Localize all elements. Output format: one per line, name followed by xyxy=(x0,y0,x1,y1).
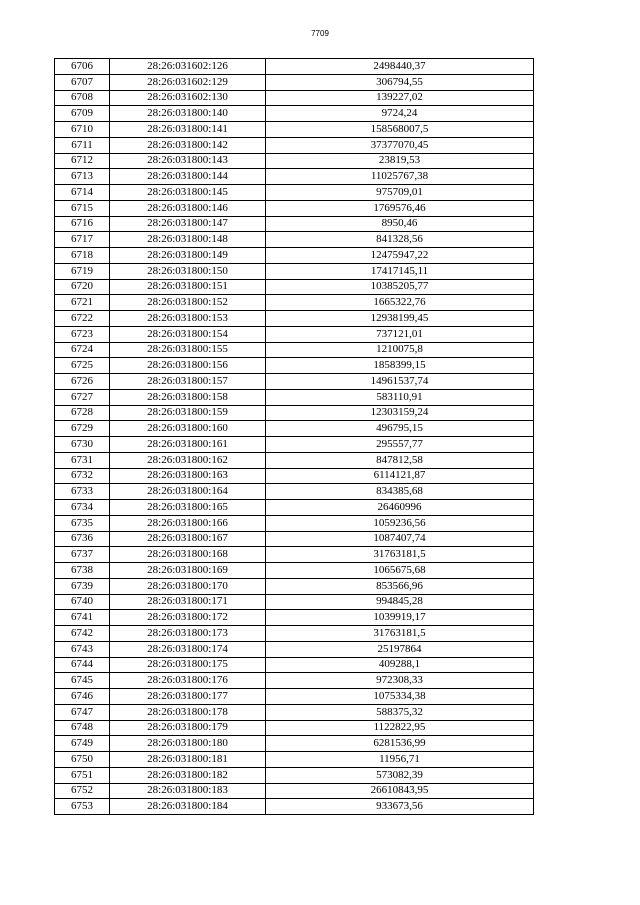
row-number-cell: 6706 xyxy=(55,59,110,75)
table-row xyxy=(55,59,534,75)
value-cell: 1858399,15 xyxy=(266,358,534,374)
value-cell: 158568007,5 xyxy=(266,122,534,138)
row-number-cell: 6721 xyxy=(55,295,110,311)
table-row xyxy=(55,405,534,421)
table-row xyxy=(55,736,534,752)
value-cell: 295557,77 xyxy=(266,437,534,453)
value-cell: 11025767,38 xyxy=(266,169,534,185)
value-cell: 1065675,68 xyxy=(266,563,534,579)
table-row xyxy=(55,752,534,768)
row-number-cell: 6742 xyxy=(55,626,110,642)
row-number-cell: 6728 xyxy=(55,405,110,421)
value-cell: 306794,55 xyxy=(266,74,534,90)
cadastral-number-cell: 28:26:031800:166 xyxy=(110,515,266,531)
value-cell: 1122822,95 xyxy=(266,720,534,736)
cadastral-number-cell: 28:26:031800:144 xyxy=(110,169,266,185)
table-row xyxy=(55,594,534,610)
table-row xyxy=(55,106,534,122)
cadastral-number-cell: 28:26:031602:129 xyxy=(110,74,266,90)
table-row xyxy=(55,90,534,106)
cadastral-number-cell: 28:26:031800:146 xyxy=(110,200,266,216)
table-row xyxy=(55,153,534,169)
row-number-cell: 6744 xyxy=(55,657,110,673)
cadastral-number-cell: 28:26:031800:150 xyxy=(110,263,266,279)
table-row xyxy=(55,484,534,500)
table-row xyxy=(55,342,534,358)
value-cell: 11956,71 xyxy=(266,752,534,768)
cadastral-number-cell: 28:26:031800:147 xyxy=(110,216,266,232)
row-number-cell: 6730 xyxy=(55,437,110,453)
cadastral-number-cell: 28:26:031800:172 xyxy=(110,610,266,626)
table-row xyxy=(55,295,534,311)
value-cell: 496795,15 xyxy=(266,421,534,437)
table-row xyxy=(55,169,534,185)
cadastral-number-cell: 28:26:031800:182 xyxy=(110,767,266,783)
value-cell: 6281536,99 xyxy=(266,736,534,752)
value-cell: 23819,53 xyxy=(266,153,534,169)
row-number-cell: 6713 xyxy=(55,169,110,185)
value-cell: 6114121,87 xyxy=(266,468,534,484)
row-number-cell: 6715 xyxy=(55,200,110,216)
value-cell: 994845,28 xyxy=(266,594,534,610)
value-cell: 9724,24 xyxy=(266,106,534,122)
value-cell: 972308,33 xyxy=(266,673,534,689)
value-cell: 31763181,5 xyxy=(266,626,534,642)
value-cell: 583110,91 xyxy=(266,389,534,405)
cadastral-number-cell: 28:26:031800:141 xyxy=(110,122,266,138)
cadastral-number-cell: 28:26:031800:163 xyxy=(110,468,266,484)
table-row xyxy=(55,783,534,799)
table-row xyxy=(55,689,534,705)
cadastral-number-cell: 28:26:031800:175 xyxy=(110,657,266,673)
value-cell: 8950,46 xyxy=(266,216,534,232)
table-row xyxy=(55,563,534,579)
table-row xyxy=(55,578,534,594)
row-number-cell: 6749 xyxy=(55,736,110,752)
row-number-cell: 6751 xyxy=(55,767,110,783)
cadastral-number-cell: 28:26:031800:160 xyxy=(110,421,266,437)
cadastral-number-cell: 28:26:031800:158 xyxy=(110,389,266,405)
table-row xyxy=(55,673,534,689)
cadastral-number-cell: 28:26:031800:176 xyxy=(110,673,266,689)
cadastral-number-cell: 28:26:031800:173 xyxy=(110,626,266,642)
row-number-cell: 6753 xyxy=(55,799,110,815)
value-cell: 12938199,45 xyxy=(266,311,534,327)
table-row xyxy=(55,421,534,437)
value-cell: 10385205,77 xyxy=(266,279,534,295)
cadastral-number-cell: 28:26:031800:151 xyxy=(110,279,266,295)
value-cell: 37377070,45 xyxy=(266,137,534,153)
cadastral-number-cell: 28:26:031800:177 xyxy=(110,689,266,705)
cadastral-value-table xyxy=(54,58,534,815)
row-number-cell: 6748 xyxy=(55,720,110,736)
table-row xyxy=(55,767,534,783)
table-row xyxy=(55,515,534,531)
table-row xyxy=(55,326,534,342)
value-cell: 1665322,76 xyxy=(266,295,534,311)
table-row xyxy=(55,657,534,673)
table-row xyxy=(55,185,534,201)
row-number-cell: 6711 xyxy=(55,137,110,153)
cadastral-number-cell: 28:26:031800:171 xyxy=(110,594,266,610)
row-number-cell: 6718 xyxy=(55,248,110,264)
table-row xyxy=(55,374,534,390)
cadastral-number-cell: 28:26:031800:181 xyxy=(110,752,266,768)
cadastral-number-cell: 28:26:031800:183 xyxy=(110,783,266,799)
row-number-cell: 6735 xyxy=(55,515,110,531)
table-row xyxy=(55,452,534,468)
table-row xyxy=(55,263,534,279)
row-number-cell: 6732 xyxy=(55,468,110,484)
row-number-cell: 6727 xyxy=(55,389,110,405)
table-row xyxy=(55,74,534,90)
cadastral-number-cell: 28:26:031800:167 xyxy=(110,531,266,547)
row-number-cell: 6743 xyxy=(55,641,110,657)
cadastral-number-cell: 28:26:031602:130 xyxy=(110,90,266,106)
value-cell: 737121,01 xyxy=(266,326,534,342)
value-cell: 26610843,95 xyxy=(266,783,534,799)
cadastral-number-cell: 28:26:031800:165 xyxy=(110,500,266,516)
row-number-cell: 6740 xyxy=(55,594,110,610)
row-number-cell: 6741 xyxy=(55,610,110,626)
row-number-cell: 6750 xyxy=(55,752,110,768)
row-number-cell: 6752 xyxy=(55,783,110,799)
cadastral-number-cell: 28:26:031800:143 xyxy=(110,153,266,169)
cadastral-number-cell: 28:26:031800:149 xyxy=(110,248,266,264)
value-cell: 1210075,8 xyxy=(266,342,534,358)
cadastral-number-cell: 28:26:031800:174 xyxy=(110,641,266,657)
table-row xyxy=(55,531,534,547)
cadastral-number-cell: 28:26:031800:184 xyxy=(110,799,266,815)
value-cell: 841328,56 xyxy=(266,232,534,248)
table-row xyxy=(55,500,534,516)
table-row xyxy=(55,547,534,563)
cadastral-number-cell: 28:26:031800:161 xyxy=(110,437,266,453)
row-number-cell: 6720 xyxy=(55,279,110,295)
row-number-cell: 6737 xyxy=(55,547,110,563)
table-row xyxy=(55,311,534,327)
value-cell: 847812,58 xyxy=(266,452,534,468)
table-row xyxy=(55,437,534,453)
value-cell: 573082,39 xyxy=(266,767,534,783)
value-cell: 1059236,56 xyxy=(266,515,534,531)
cadastral-number-cell: 28:26:031800:153 xyxy=(110,311,266,327)
page-number: 7709 xyxy=(311,29,329,38)
row-number-cell: 6733 xyxy=(55,484,110,500)
cadastral-number-cell: 28:26:031800:168 xyxy=(110,547,266,563)
cadastral-number-cell: 28:26:031800:140 xyxy=(110,106,266,122)
value-cell: 1075334,38 xyxy=(266,689,534,705)
value-cell: 409288,1 xyxy=(266,657,534,673)
value-cell: 139227,02 xyxy=(266,90,534,106)
row-number-cell: 6747 xyxy=(55,704,110,720)
table-row xyxy=(55,704,534,720)
table-row xyxy=(55,468,534,484)
table-row xyxy=(55,389,534,405)
table-row xyxy=(55,216,534,232)
cadastral-number-cell: 28:26:031800:142 xyxy=(110,137,266,153)
cadastral-number-cell: 28:26:031800:145 xyxy=(110,185,266,201)
cadastral-number-cell: 28:26:031800:156 xyxy=(110,358,266,374)
value-cell: 834385,68 xyxy=(266,484,534,500)
value-cell: 25197864 xyxy=(266,641,534,657)
cadastral-number-cell: 28:26:031800:157 xyxy=(110,374,266,390)
value-cell: 588375,32 xyxy=(266,704,534,720)
table-row xyxy=(55,626,534,642)
row-number-cell: 6738 xyxy=(55,563,110,579)
cadastral-number-cell: 28:26:031800:154 xyxy=(110,326,266,342)
table-row xyxy=(55,248,534,264)
cadastral-number-cell: 28:26:031800:164 xyxy=(110,484,266,500)
row-number-cell: 6739 xyxy=(55,578,110,594)
table-row xyxy=(55,720,534,736)
cadastral-number-cell: 28:26:031800:180 xyxy=(110,736,266,752)
value-cell: 12475947,22 xyxy=(266,248,534,264)
row-number-cell: 6726 xyxy=(55,374,110,390)
table-row xyxy=(55,232,534,248)
table-row xyxy=(55,279,534,295)
table-row xyxy=(55,122,534,138)
table-row xyxy=(55,799,534,815)
value-cell: 1087407,74 xyxy=(266,531,534,547)
cadastral-number-cell: 28:26:031800:179 xyxy=(110,720,266,736)
cadastral-number-cell: 28:26:031800:159 xyxy=(110,405,266,421)
row-number-cell: 6716 xyxy=(55,216,110,232)
row-number-cell: 6719 xyxy=(55,263,110,279)
row-number-cell: 6710 xyxy=(55,122,110,138)
value-cell: 26460996 xyxy=(266,500,534,516)
row-number-cell: 6712 xyxy=(55,153,110,169)
table-row xyxy=(55,137,534,153)
table-row xyxy=(55,641,534,657)
row-number-cell: 6722 xyxy=(55,311,110,327)
row-number-cell: 6707 xyxy=(55,74,110,90)
row-number-cell: 6736 xyxy=(55,531,110,547)
row-number-cell: 6717 xyxy=(55,232,110,248)
value-cell: 12303159,24 xyxy=(266,405,534,421)
table-body xyxy=(55,59,534,815)
table-row xyxy=(55,358,534,374)
value-cell: 14961537,74 xyxy=(266,374,534,390)
value-cell: 31763181,5 xyxy=(266,547,534,563)
row-number-cell: 6708 xyxy=(55,90,110,106)
cadastral-number-cell: 28:26:031800:162 xyxy=(110,452,266,468)
row-number-cell: 6734 xyxy=(55,500,110,516)
table-row xyxy=(55,610,534,626)
table-row xyxy=(55,200,534,216)
value-cell: 853566,96 xyxy=(266,578,534,594)
cadastral-number-cell: 28:26:031800:148 xyxy=(110,232,266,248)
row-number-cell: 6709 xyxy=(55,106,110,122)
row-number-cell: 6746 xyxy=(55,689,110,705)
value-cell: 933673,56 xyxy=(266,799,534,815)
row-number-cell: 6731 xyxy=(55,452,110,468)
row-number-cell: 6745 xyxy=(55,673,110,689)
cadastral-number-cell: 28:26:031800:169 xyxy=(110,563,266,579)
row-number-cell: 6723 xyxy=(55,326,110,342)
row-number-cell: 6729 xyxy=(55,421,110,437)
value-cell: 2498440,37 xyxy=(266,59,534,75)
value-cell: 975709,01 xyxy=(266,185,534,201)
cadastral-number-cell: 28:26:031800:152 xyxy=(110,295,266,311)
cadastral-number-cell: 28:26:031800:178 xyxy=(110,704,266,720)
row-number-cell: 6725 xyxy=(55,358,110,374)
cadastral-number-cell: 28:26:031800:170 xyxy=(110,578,266,594)
cadastral-number-cell: 28:26:031602:126 xyxy=(110,59,266,75)
value-cell: 1769576,46 xyxy=(266,200,534,216)
row-number-cell: 6724 xyxy=(55,342,110,358)
value-cell: 17417145,11 xyxy=(266,263,534,279)
row-number-cell: 6714 xyxy=(55,185,110,201)
value-cell: 1039919,17 xyxy=(266,610,534,626)
cadastral-number-cell: 28:26:031800:155 xyxy=(110,342,266,358)
